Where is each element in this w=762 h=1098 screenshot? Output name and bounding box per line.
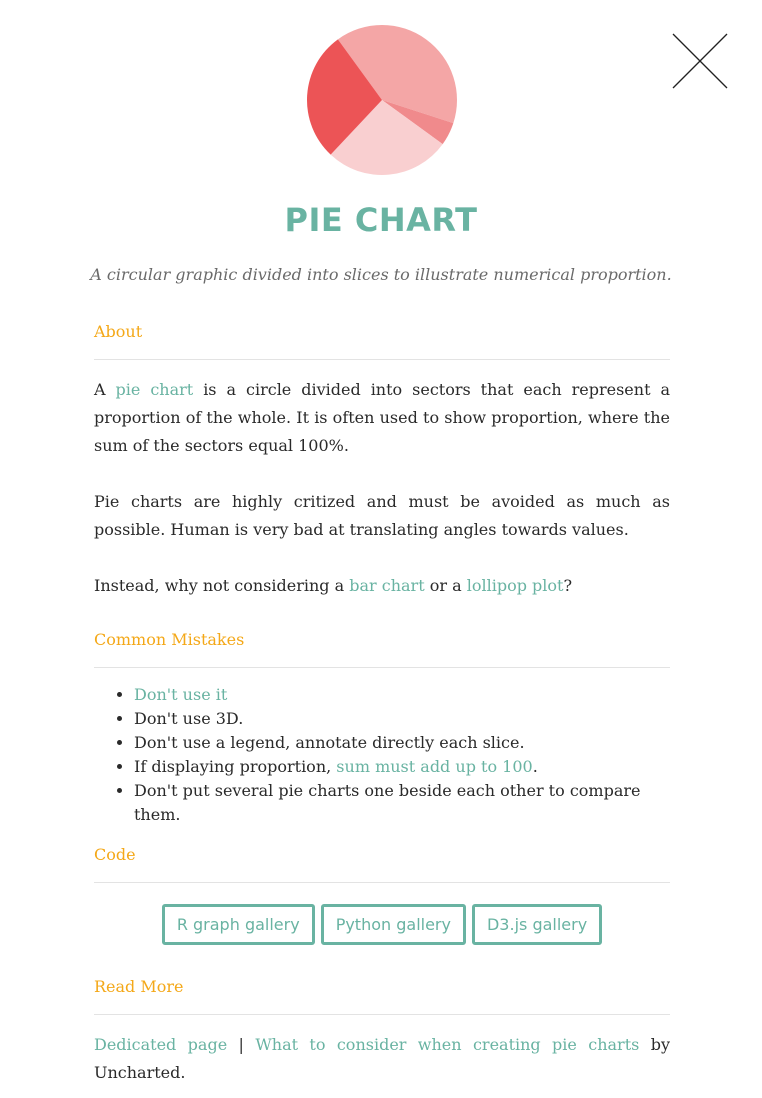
- main-content: [94, 320, 670, 1087]
- list-item: • Don't use a legend, annotate directly each slice.: [134, 731, 670, 755]
- section-heading-about: About: [94, 320, 670, 360]
- close-icon[interactable]: [672, 33, 728, 89]
- text: by Uncharted.: [94, 1035, 670, 1082]
- pie-chart-icon: [306, 24, 458, 176]
- close-button[interactable]: [672, 33, 728, 89]
- about-paragraph-2: Pie charts are highly critized and must be avoided as much as possible. Human is very bad at translating angles towards values.: [94, 492, 670, 539]
- gallery-buttons: [94, 904, 670, 945]
- about-paragraph-3: [94, 572, 670, 600]
- read-more-paragraph: [94, 1031, 670, 1087]
- section-heading-read-more: Read More: [94, 975, 670, 1015]
- section-heading-code: Code: [94, 843, 670, 883]
- pie-chart-link[interactable]: pie chart: [115, 380, 194, 399]
- text: ?: [563, 576, 573, 595]
- dont-use-it-link[interactable]: Don't use it: [134, 685, 228, 704]
- pie-chart-logo: [306, 24, 458, 176]
- text: or a: [424, 576, 467, 595]
- list-item: • Don't use 3D.: [134, 707, 670, 731]
- list-item: • Don't put several pie charts one beside each other to compare them.: [134, 779, 670, 827]
- lollipop-plot-link[interactable]: lollipop plot: [466, 576, 564, 595]
- text: A: [94, 380, 116, 399]
- about-paragraph-1: [94, 376, 670, 460]
- sum-must-add-up-link[interactable]: sum must add up to 100: [336, 757, 533, 776]
- list-item: [134, 683, 670, 707]
- text: |: [227, 1035, 256, 1054]
- text: Instead, why not considering a: [94, 576, 350, 595]
- list-item: [134, 755, 670, 779]
- page-subtitle: A circular graphic divided into slices to illustrate numerical proportion.: [90, 265, 672, 284]
- text: .: [532, 757, 538, 776]
- d3-gallery-button[interactable]: D3.js gallery: [472, 904, 602, 945]
- r-gallery-button[interactable]: R graph gallery: [162, 904, 315, 945]
- mistakes-list: [94, 683, 670, 827]
- text: If displaying proportion,: [134, 757, 337, 776]
- dedicated-page-link[interactable]: Dedicated page: [94, 1035, 228, 1054]
- text: is a circle divided into sectors that each represent a proportion of the whole. It is often used to show proportion, where the sum of the sectors equal 100%.: [94, 380, 671, 455]
- what-to-consider-link[interactable]: What to consider when creating pie charts: [255, 1035, 640, 1054]
- page-title: PIE CHART: [284, 201, 478, 239]
- python-gallery-button[interactable]: Python gallery: [321, 904, 466, 945]
- section-heading-mistakes: Common Mistakes: [94, 628, 670, 668]
- bar-chart-link[interactable]: bar chart: [349, 576, 425, 595]
